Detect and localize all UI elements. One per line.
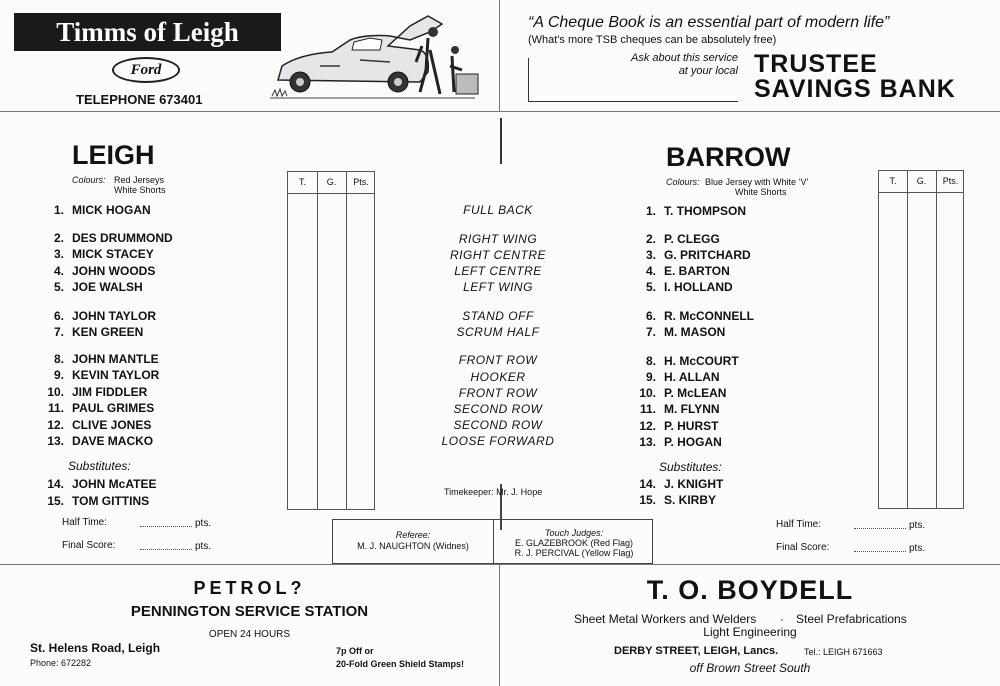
petrol-station-name: PENNINGTON SERVICE STATION <box>130 603 369 620</box>
tsb-bank-line1: TRUSTEE <box>754 50 878 78</box>
ford-logo: Ford <box>112 57 180 83</box>
barrow-player-row <box>632 325 725 339</box>
player-number: 2. <box>645 232 656 246</box>
leigh-substitutes-label: Substitutes: <box>68 459 131 473</box>
barrow-substitute-row <box>632 477 723 491</box>
tsb-slogan: “A Cheque Book is an essential part of modern life” <box>528 14 890 31</box>
player-number: 6. <box>645 309 656 323</box>
player-number: 8. <box>645 354 656 368</box>
barrow-grid-head-pts: Pts. <box>942 176 959 186</box>
leigh-grid-head-g: G. <box>326 177 337 187</box>
fold-mark <box>500 118 502 164</box>
barrow-score-grid <box>878 170 964 509</box>
barrow-half-time-blank <box>854 521 906 529</box>
bottom-divider <box>0 564 1000 565</box>
officials-box <box>332 519 653 564</box>
leigh-player-row <box>40 231 173 245</box>
leigh-player-row <box>40 401 154 415</box>
player-number: 6. <box>53 309 64 323</box>
position-label: RIGHT WING <box>458 232 538 246</box>
substitute-name: J. KNIGHT <box>664 477 724 491</box>
substitute-name: TOM GITTINS <box>72 494 150 508</box>
leigh-substitute-row <box>40 494 149 508</box>
player-name: E. BARTON <box>664 264 730 278</box>
player-number: 9. <box>645 370 656 384</box>
leigh-colours-2: White Shorts <box>114 185 166 195</box>
leigh-half-time-label: Half Time: <box>62 517 108 528</box>
player-number: 13. <box>639 435 656 449</box>
barrow-player-row <box>632 402 720 416</box>
position-label: FULL BACK <box>463 203 533 217</box>
player-number: 1. <box>645 204 656 218</box>
timms-logo: Timms of Leigh <box>14 13 281 51</box>
tsb-subline: (What's more TSB cheques can be absolutely free) <box>528 34 777 46</box>
barrow-colours-label: Colours: <box>666 177 700 187</box>
position-label: LEFT CENTRE <box>454 264 542 278</box>
position-label: STAND OFF <box>462 309 534 323</box>
barrow-final-score-pts: pts. <box>909 543 926 554</box>
position-label: FRONT ROW <box>458 386 538 400</box>
barrow-player-row <box>632 354 739 368</box>
barrow-player-row <box>632 204 746 218</box>
barrow-grid-head-g: G. <box>916 176 927 186</box>
barrow-player-row <box>632 435 722 449</box>
player-number: 12. <box>639 419 656 433</box>
substitute-number: 14. <box>47 477 64 491</box>
player-number: 4. <box>53 264 64 278</box>
barrow-team-title: BARROW <box>666 142 791 172</box>
leigh-player-row <box>40 325 143 339</box>
leigh-half-time-blank <box>140 519 192 527</box>
position-label: HOOKER <box>470 370 526 384</box>
substitute-number: 15. <box>639 493 656 507</box>
player-name: P. HOGAN <box>664 435 722 449</box>
petrol-address: St. Helens Road, Leigh <box>30 641 161 655</box>
player-name: M. MASON <box>664 325 726 339</box>
player-number: 2. <box>53 231 64 245</box>
leigh-player-row <box>40 368 159 382</box>
tsb-bank-line2: SAVINGS BANK <box>754 75 956 103</box>
barrow-half-time-label: Half Time: <box>776 519 822 530</box>
leigh-grid-head-pts: Pts. <box>353 177 369 187</box>
barrow-colours-1: Blue Jersey with White ‘V’ <box>705 177 809 187</box>
player-number: 12. <box>47 418 64 432</box>
tsb-ask-line1: Ask about this service <box>631 52 738 64</box>
boydell-line1: Sheet Metal Workers and Welders <box>574 612 757 626</box>
leigh-player-row <box>40 418 151 432</box>
player-name: PAUL GRIMES <box>72 401 155 415</box>
barrow-player-row <box>632 232 720 246</box>
boydell-off-street: off Brown Street South <box>689 661 811 675</box>
leigh-team-title: LEIGH <box>72 140 155 170</box>
barrow-player-row <box>632 386 726 400</box>
player-name: DAVE MACKO <box>72 434 154 448</box>
player-number: 1. <box>53 203 64 217</box>
substitute-number: 15. <box>47 494 64 508</box>
barrow-player-row <box>632 248 751 262</box>
position-label: RIGHT CENTRE <box>450 248 546 262</box>
leigh-grid-head-t: T. <box>298 177 306 187</box>
position-label: SCRUM HALF <box>456 325 540 339</box>
leigh-player-row <box>40 385 147 399</box>
leigh-player-row <box>40 352 159 366</box>
petrol-headline: PETROL? <box>193 578 306 598</box>
petrol-hours: OPEN 24 HOURS <box>208 629 291 640</box>
top-center-divider <box>499 0 500 111</box>
leigh-colours-1: Red Jerseys <box>114 175 165 185</box>
leigh-final-score-blank <box>140 542 192 550</box>
leigh-score-grid <box>287 171 375 510</box>
petrol-phone: Phone: 672282 <box>30 658 92 668</box>
barrow-colours-2: White Shorts <box>735 187 787 197</box>
barrow-player-row <box>632 264 730 278</box>
tsb-bracket <box>528 58 536 102</box>
player-name: P. McLEAN <box>664 386 727 400</box>
player-name: H. McCOURT <box>664 354 739 368</box>
referee-name: M. J. NAUGHTON (Widnes) <box>357 541 469 551</box>
boydell-name: T. O. BOYDELL <box>646 575 854 605</box>
boydell-separator: · <box>780 612 784 626</box>
position-label: LEFT WING <box>463 280 533 294</box>
player-name: JIM FIDDLER <box>72 385 148 399</box>
player-number: 7. <box>53 325 64 339</box>
barrow-substitutes-label: Substitutes: <box>659 460 722 474</box>
barrow-player-row <box>632 309 754 323</box>
touch-judge-1: E. GLAZEBROOK (Red Flag) <box>514 538 634 548</box>
player-number: 13. <box>47 434 64 448</box>
touch-judge-2: R. J. PERCIVAL (Yellow Flag) <box>514 548 634 558</box>
player-name: P. HURST <box>664 419 719 433</box>
player-name: JOHN WOODS <box>72 264 156 278</box>
player-name: KEN GREEN <box>72 325 144 339</box>
substitute-number: 14. <box>639 477 656 491</box>
referee-label: Referee: <box>395 530 431 540</box>
player-name: CLIVE JONES <box>72 418 152 432</box>
barrow-grid-divider <box>907 171 908 508</box>
player-name: KEVIN TAYLOR <box>72 368 160 382</box>
player-name: G. PRITCHARD <box>664 248 751 262</box>
player-number: 7. <box>645 325 656 339</box>
leigh-final-score-label: Final Score: <box>62 540 116 551</box>
player-name: R. McCONNELL <box>664 309 754 323</box>
leigh-grid-divider <box>346 172 347 509</box>
player-number: 8. <box>53 352 64 366</box>
timms-telephone: TELEPHONE 673401 <box>76 92 203 107</box>
player-number: 11. <box>47 401 64 415</box>
barrow-grid-divider <box>936 171 937 508</box>
leigh-player-row <box>40 247 154 261</box>
player-name: MICK STACEY <box>72 247 154 261</box>
leigh-player-row <box>40 264 155 278</box>
player-name: I. HOLLAND <box>664 280 733 294</box>
barrow-player-row <box>632 370 720 384</box>
player-name: JOHN TAYLOR <box>72 309 157 323</box>
player-number: 3. <box>645 248 656 262</box>
leigh-half-time-pts: pts. <box>195 518 212 529</box>
player-number: 4. <box>645 264 656 278</box>
substitute-name: S. KIRBY <box>664 493 717 507</box>
player-number: 5. <box>53 280 64 294</box>
substitute-name: JOHN McATEE <box>72 477 157 491</box>
player-name: P. CLEGG <box>664 232 720 246</box>
petrol-offer-line2: 20-Fold Green Shield Stamps! <box>336 659 465 669</box>
player-number: 3. <box>53 247 64 261</box>
boydell-line2: Light Engineering <box>703 625 797 639</box>
player-number: 9. <box>53 368 64 382</box>
boydell-telephone: Tel.: LEIGH 671663 <box>804 647 883 657</box>
top-divider <box>0 111 1000 112</box>
player-name: M. FLYNN <box>664 402 720 416</box>
player-name: T. THOMPSON <box>664 204 747 218</box>
car-illustration <box>270 10 485 102</box>
player-name: H. ALLAN <box>664 370 720 384</box>
boydell-line1b: Steel Prefabrications <box>796 612 907 626</box>
touch-judges-label: Touch Judges: <box>544 528 604 538</box>
barrow-final-score-blank <box>854 544 906 552</box>
barrow-grid-head-t: T. <box>889 176 897 186</box>
tsb-underline <box>528 101 738 102</box>
leigh-player-row <box>40 203 151 217</box>
tsb-ask-line2: at your local <box>678 65 738 77</box>
leigh-player-row <box>40 434 153 448</box>
barrow-final-score-label: Final Score: <box>776 542 830 553</box>
position-label: SECOND ROW <box>453 418 543 432</box>
player-number: 5. <box>645 280 656 294</box>
player-number: 10. <box>639 386 656 400</box>
barrow-half-time-pts: pts. <box>909 520 926 531</box>
player-name: DES DRUMMOND <box>72 231 173 245</box>
leigh-grid-divider <box>317 172 318 509</box>
barrow-substitute-row <box>632 493 716 507</box>
player-number: 10. <box>47 385 64 399</box>
player-name: MICK HOGAN <box>72 203 151 217</box>
leigh-substitute-row <box>40 477 156 491</box>
position-label: SECOND ROW <box>453 402 543 416</box>
timekeeper: Timekeeper: Mr. J. Hope <box>444 487 543 497</box>
barrow-player-row <box>632 280 733 294</box>
leigh-colours-label: Colours: <box>72 175 106 185</box>
boydell-address: DERBY STREET, LEIGH, Lancs. <box>614 645 779 657</box>
leigh-player-row <box>40 280 143 294</box>
position-label: LOOSE FORWARD <box>441 434 555 448</box>
petrol-offer-line1: 7p Off or <box>336 646 374 656</box>
position-label: FRONT ROW <box>458 353 538 367</box>
barrow-player-row <box>632 419 718 433</box>
player-name: JOHN MANTLE <box>72 352 159 366</box>
leigh-player-row <box>40 309 156 323</box>
player-number: 11. <box>639 402 656 416</box>
leigh-final-score-pts: pts. <box>195 541 212 552</box>
player-name: JOE WALSH <box>72 280 143 294</box>
